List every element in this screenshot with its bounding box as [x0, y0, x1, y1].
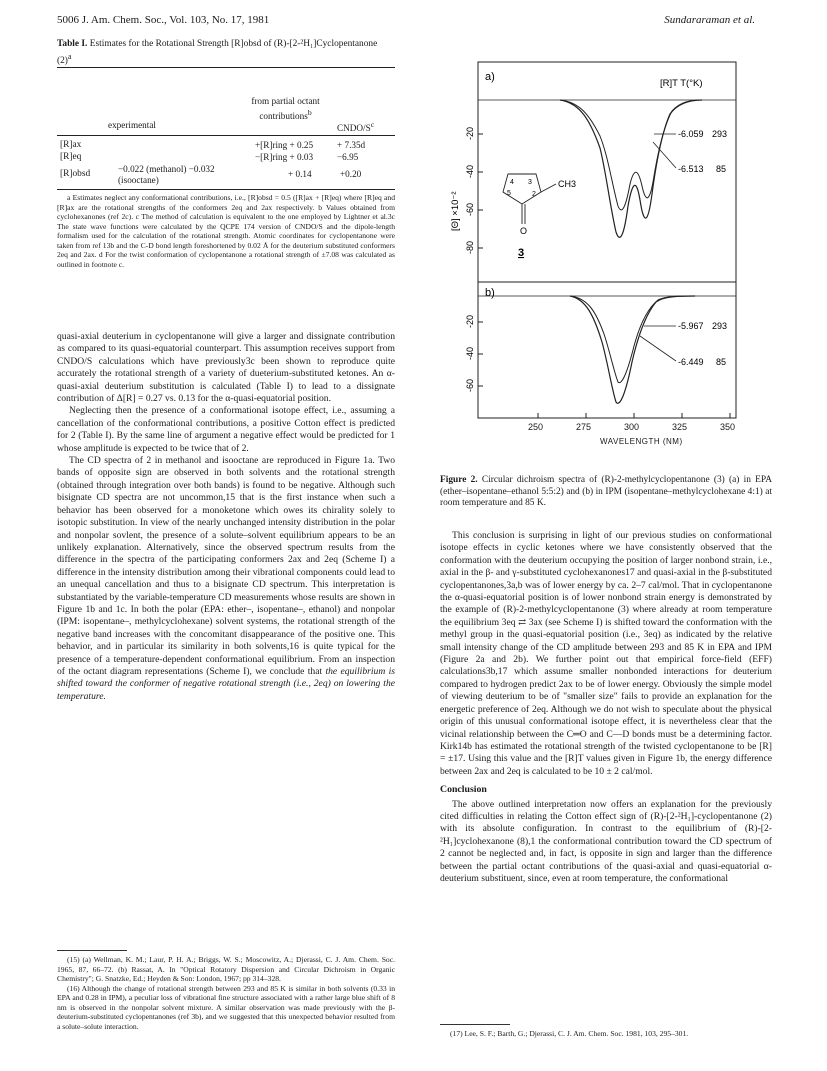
panel-b-label: b)	[485, 287, 495, 299]
a-tick-40: -40	[465, 164, 475, 178]
a-annot-t-293: 293	[712, 129, 728, 139]
table-header-cndo-mark: c	[370, 120, 375, 129]
table-row-cndo-obsd: +0.20	[340, 169, 362, 179]
x-tick-250: 250	[528, 422, 544, 432]
footnote-16: (16) Although the change of rotational strength between 293 and 85 K is similar in both solvents (0.33 in EPA and 0.28 in IPM), a peculiar loss of vibrational fine structure associated with a rather large blue shift of 8 nm is observed in the nonpolar solvent mixture. A similar observation was made previously with the β-deuterium-substituted cyclopentanones (ref 3b), and we suggested that this unexpected behavior resulted from a solute–solute interaction.	[57, 983, 395, 1031]
right-footnotes	[440, 1029, 772, 1039]
panel-a-label: a)	[485, 71, 495, 83]
oxygen-label: O	[520, 226, 528, 236]
right-paragraph-2: The above outlined interpretation now offers an explanation for the previously cited difficulties in relating the Cotton effect sign of (R)-[2-²H₁]-cyclopentanone (2) with its absolute configuration. In contrast to the equilibrium of (R)-[2-²H₁]cyclohexanone (8),1 the conformational contribution toward the CD spectrum of 2 cannot be neglected and, in fact, is opposite in sign and larger than the difference between the partial octant contributions of the quasi-axial and quasi-equatorial α-deuterium substituent, since, even at room temperature, the conformational	[440, 798, 772, 884]
x-tick-275: 275	[576, 422, 592, 432]
table-row-octant-eq: −[R]ring + 0.03	[255, 152, 314, 162]
compound-3-structure	[503, 174, 576, 259]
table-caption-lead: Table I.	[57, 39, 88, 49]
ring-num-4: 4	[510, 179, 514, 186]
table-row-octant-ax: +[R]ring + 0.25	[255, 140, 314, 150]
a-tick-20: -20	[465, 126, 475, 140]
left-paragraph-2: Neglecting then the presence of a conformational isotope effect, i.e., assuming a cancellation of the conformational contributions, a positive Cotton effect is predicted for 2 (Table I). By the same line of argument a negative effect would be predicted for 1 whose amplitude is expected to be twice that of 2.	[57, 405, 395, 454]
b-tick-40: -40	[465, 346, 475, 360]
table-row-cndo-ax: + 7.35d	[337, 140, 366, 150]
a-annot-r-85: -6.513	[678, 164, 704, 174]
ring-num-2: 2	[532, 191, 536, 198]
left-paragraph-3	[57, 455, 395, 703]
figure-2-cd-spectra	[440, 56, 745, 426]
a-tick-80: -80	[465, 240, 475, 254]
left-paragraph-1: quasi-axial deuterium in cyclopentanone will give a larger and dissignate contribution as compared to its quasi-equatorial counterpart. This assumption receives support from CNDO/S calculations which have previously3c been shown to reproduce quite accurately the rotational strength of a variety of dueterium-substituted ketones. An α-quasi-axial deuterium substitution is calculated (Table I) to lead to a dissignate contribution of Δ[R] = 0.27 vs. 0.13 for the α-quasi-equatorial position.	[57, 331, 395, 405]
right-column	[440, 530, 772, 885]
table-header-experimental: experimental	[108, 120, 156, 130]
table-header-cndo-text: CNDO/S	[337, 123, 371, 134]
table-bottom-rule	[57, 189, 395, 190]
table-footnote-text: a Estimates neglect any conformational contributions, i.e., [R]obsd = 0.5 ([R]ax + [R]eq) where [R]eq and [R]ax are the rotational strengths of the conformers 2eq and 2ax respectively. b Values obtained from cyclohexanones (ref 2c). c The method of calculation is equivalent to the one employed by Lightner et al.3c The state wave functions were calculated by the QCPE 174 version of CNDO/S and the dipole-length formalism used for the calculation of the rotational strength. Atomic coordinates for cyclopentanone were taken from ref 13b and the C-D bond length foreshortened by 0.02 Å for the deuterium substituted conformers 2eq and 2ax. d For the twist conformation of cyclopentanone a rotational strength of ±7.08 was calculated as outlined in footnote c.	[57, 193, 395, 269]
a-annot-t-85: 85	[716, 164, 727, 174]
left-paragraph-3a: The CD spectra of 2 in methanol and isooctane are reproduced in Figure 1a. Two bands of opposite sign are observed in both solvents and the rotational strength (obtained through integration over both bands) is found to be negative. Although such bisignate CD spectra are not uncommon,15 that is the first instance when such a behavior has been observed for a monoketone which owes its chirality solely to isotopic substitution. In view of the nearly unchanged intensity distribution in the polar and nonpolar sovlent, the presence of a solute–solvent equilibrium appears to be an unlikely explanation. Alternatively, since the observed spectrum results from the difference in the spectra of the participating conformers 2ax and 2eq (Scheme I) a difference in the intensity distribution among their vibrational components could lead to an unequal cancellation and thus to a bisignate CD spectrum. This interpretation is substantiated by the variable-temperature CD measurements whose results are shown in Figure 1b and 1c. In both the polar (EPA: ether–, isopentane–, ethanol) and nonpolar (IPM: isopentane–, methylcyclohexane) solvent systems, the rotational strength of the negative band increases with the concomitant disappearance of the positive one. This behavior, and in particular its similarity in both solvents,16 is quite typical for the presence of a temperature-dependent conformational equilibrium. From an inspection of the octant diagram representations (Scheme I), we conclude that	[57, 455, 395, 677]
x-tick-300: 300	[624, 422, 640, 432]
b-annot-r-293: -5.967	[678, 321, 704, 331]
footnote-17: (17) Lee, S. F.; Barth, G.; Djerassi, C. J. Am. Chem. Soc. 1981, 103, 295–301.	[450, 1029, 689, 1038]
table-row-label-ax: [R]ax	[60, 140, 82, 150]
b-annot-t-85: 85	[716, 357, 727, 367]
x-tick-marks	[538, 413, 730, 418]
table-row-octant-obsd: + 0.14	[288, 169, 312, 179]
y-axis-label: [Θ] ×10⁻²	[450, 191, 461, 231]
table-caption-mark: a	[67, 51, 72, 61]
panel-b-annotations	[678, 321, 727, 367]
table-row-label-eq: [R]eq	[60, 152, 82, 162]
table-footnote	[57, 193, 395, 269]
figure-caption-lead: Figure 2.	[440, 475, 478, 485]
figure-caption	[440, 475, 772, 510]
panel-b-curve-85k	[570, 296, 695, 403]
b-tick-60: -60	[465, 378, 475, 392]
figure-caption-text: Circular dichroism spectra of (R)-2-methylcyclopentanone (3) (a) in EPA (ether–isopentane–ethanol 5:5:2) and (b) in IPM (isopentane–methylcyclohexane 4:1) at room temperature and 85 K.	[440, 475, 772, 508]
table-header-octant-text: from partial octant contributions	[251, 96, 320, 122]
table-header-octant-mark: b	[307, 108, 312, 117]
b-annot-t-293: 293	[712, 321, 728, 331]
table-header-cndo	[337, 120, 374, 133]
section-heading-conclusion: Conclusion	[440, 784, 487, 796]
left-footnote-rule	[57, 950, 127, 951]
ring-num-5: 5	[507, 190, 511, 197]
methyl-label: CH3	[558, 179, 577, 189]
panel-b-leader-85	[640, 336, 676, 361]
panel-a-annotations	[678, 129, 727, 174]
footnote-15: (15) (a) Wellman, K. M.; Laur, P. H. A.; Briggs, W. S.; Moscowitz, A.; Djerassi, C. J. Am. Chem. Soc. 1965, 87, 66–72. (b) Rassat, A. In "Optical Rotatory Dispersion and Circular Dichroism in Organic Chemistry"; G. Snatzke, Ed.; Heyden & Son: London, 1967; pp 314–328.	[57, 955, 395, 983]
table-header-octant	[243, 96, 328, 122]
a-annot-r-293: -6.059	[678, 129, 704, 139]
right-paragraph-1: This conclusion is surprising in light of our previous studies on conformational isotope effects in cyclic ketones where we have consistently observed that the conformation with the deuterium occupying the position of larger nonbond strain, i.e., axial in the β- and γ-substituted cyclohexanones17 and quasi-axial in the β-substituted cyclopentanones,3a,b was of lower energy by ca. 2–7 cal/mol. That in cyclopentanone the α-quasi-equatorial position is of lower nonbond strain energy is demonstrated by the example of (R)-2-methylcyclopentanone (3) where already at room temperature the equilibrium 3eq ⇄ 3ax (see Scheme I) is shifted toward the conformation with the methyl group in the quasi-equatorial position (i.e., 3eq) as indicated by the relative small intensity change of the CD amplitude between 293 and 85 K in EPA and IPM (Figure 2a and 2b). We further point out that empirical force-field (EFF) calculations3b,17 which assume smaller nonbonded interactions for deuterium compared to hydrogen predict 2ax to be of lower energy. Obviously the simple model of viewing deuterium to be of "smaller size" fails to provide an explanation for the energetic preference of 2eq. Although we do not wish to speculate about the physical origin of this unusual conformational isotope effect, it is nevertheless clear that the vicinal relationship between the C═O and C—D bonds must be a determining factor. Kirk14b has estimated the rotational strength of the twisted cyclopentanone to be [R] = ±17. Using this value and the [R]T values given in Figure 1b, the energy difference between 2ax and 2eq is calculated to be 10 ± 2 cal/mol.	[440, 530, 772, 777]
panel-b-y-ticks	[465, 315, 483, 392]
table-caption-text: Estimates for the Rotational Strength [R]obsd of (R)-[2-²H₁]Cyclopentanone (2)	[57, 39, 378, 66]
running-header-left: 5006 J. Am. Chem. Soc., Vol. 103, No. 17, 1981	[57, 14, 270, 26]
x-axis-label: WAVELENGTH (NM)	[600, 437, 683, 446]
table-top-rule	[57, 67, 395, 68]
table-row-label-obsd: [R]obsd	[60, 169, 91, 179]
b-annot-r-85: -6.449	[678, 357, 704, 367]
legend-header: [R]T T(°K)	[660, 78, 703, 89]
table-mid-rule	[57, 135, 395, 136]
left-column	[57, 331, 395, 703]
running-header-right: Sundararaman et al.	[664, 14, 755, 26]
x-tick-350: 350	[720, 422, 736, 432]
ring-num-3: 3	[528, 179, 532, 186]
b-tick-20: -20	[465, 314, 475, 328]
a-tick-60: -60	[465, 202, 475, 216]
table-caption	[57, 39, 392, 67]
table-row-cndo-eq: −6.95	[337, 152, 359, 162]
x-tick-325: 325	[672, 422, 688, 432]
compound-label: 3	[518, 247, 525, 259]
table-row-exp-obsd: −0.022 (methanol) −0.032 (isooctane)	[118, 164, 215, 185]
left-paragraph-3b: the equilibrium is shifted toward the conformer of negative rotational strength (i.e., 2eq) on lowering the temperature.	[57, 665, 395, 702]
panel-a-y-ticks	[465, 127, 483, 254]
right-footnote-rule	[440, 1024, 510, 1025]
left-footnotes	[57, 955, 395, 1031]
